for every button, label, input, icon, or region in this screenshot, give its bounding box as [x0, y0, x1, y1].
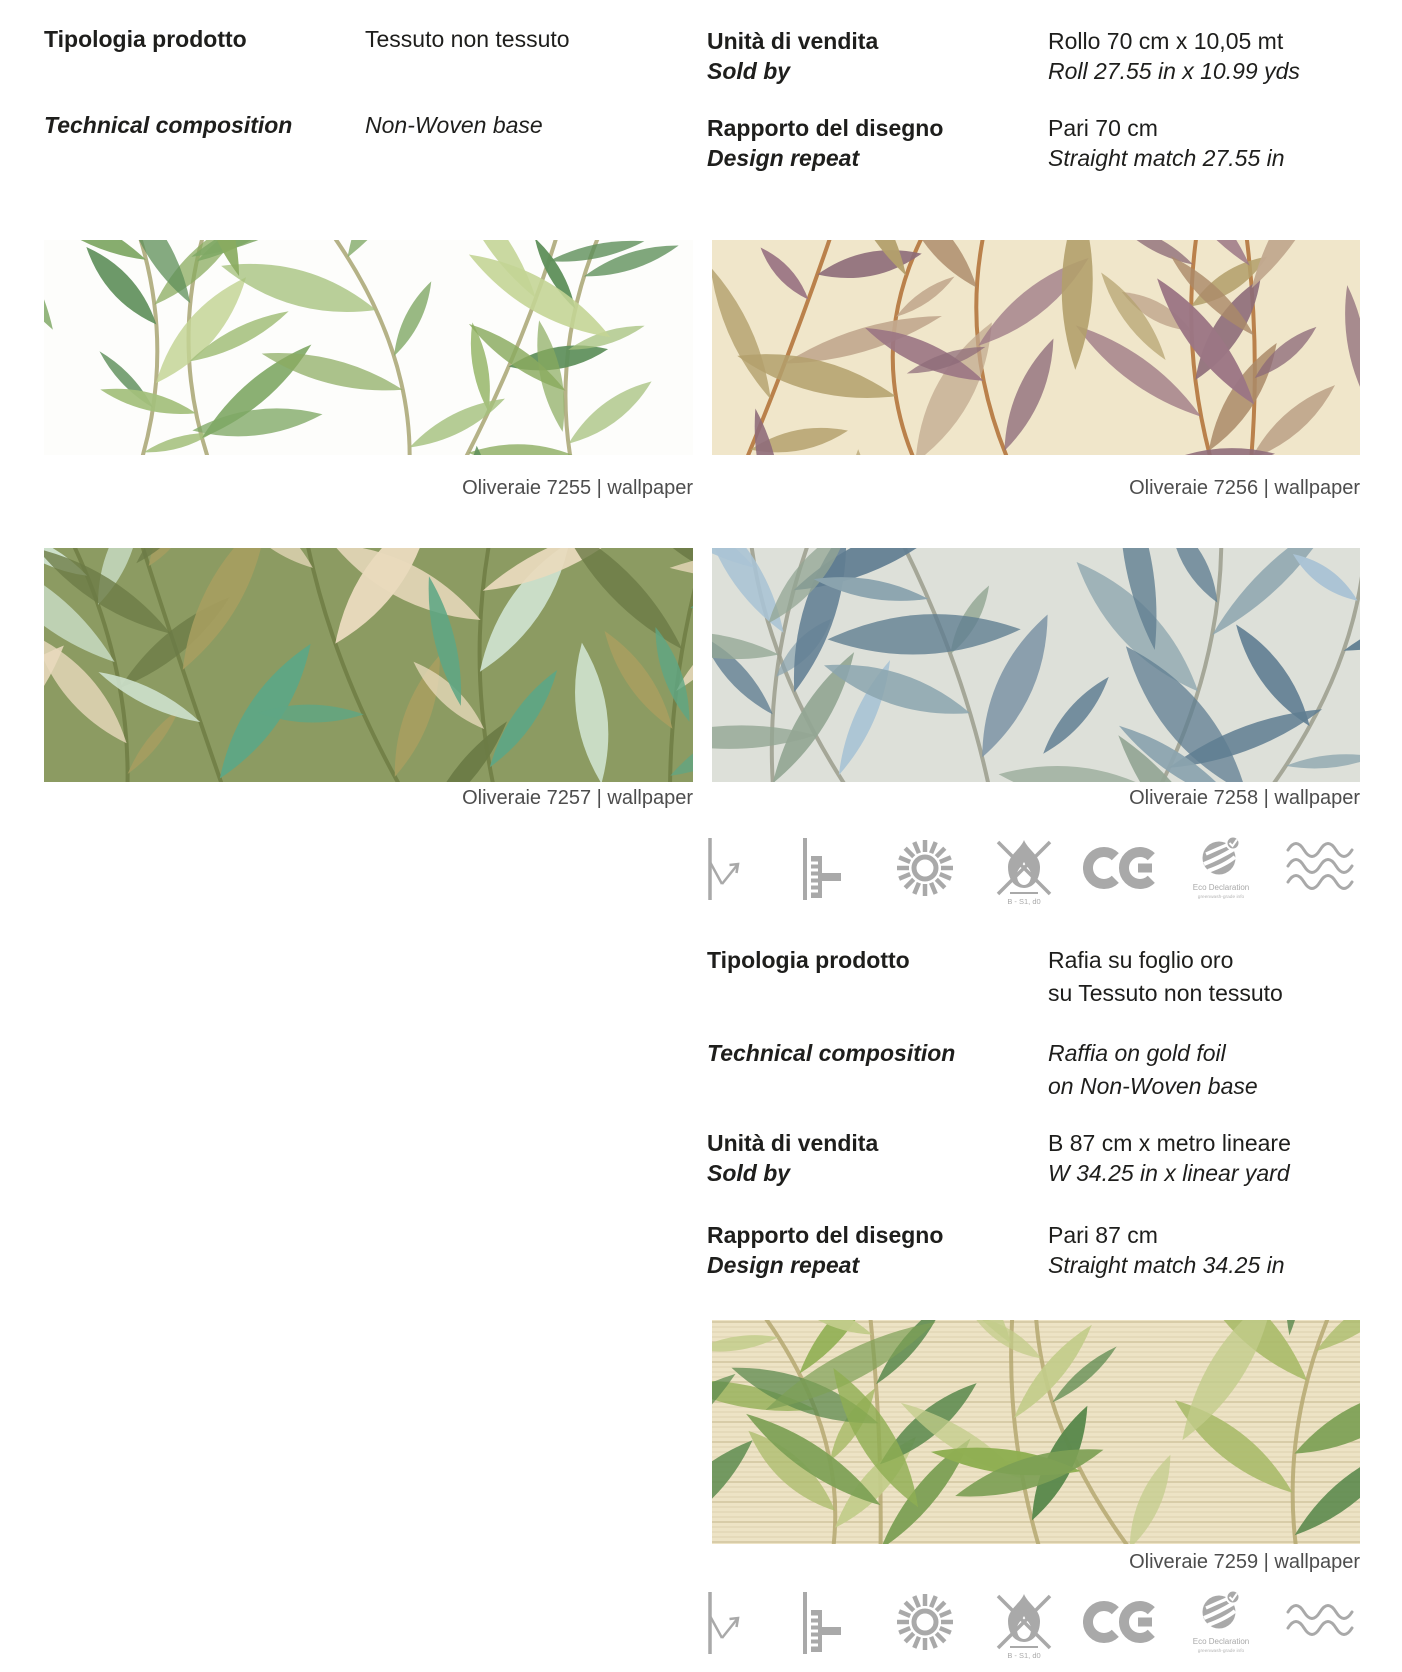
spec-label-rapporto-2: Rapporto del disegno: [707, 1222, 944, 1248]
svg-text:Eco Declaration: Eco Declaration: [1193, 883, 1250, 892]
paste-brush-icon: [787, 1586, 867, 1672]
spec-value-rapporto-it: Pari 70 cm: [1048, 115, 1158, 141]
svg-text:greenwash-grade info: greenwash-grade info: [1198, 1649, 1245, 1654]
fire-rating-icon: [984, 1586, 1064, 1672]
ce-mark-icon: [1083, 1586, 1163, 1672]
waves-2-icon: [1280, 1586, 1360, 1672]
spec-label-unita: Unità di vendita: [707, 28, 879, 54]
strippable-icon: [688, 832, 768, 918]
spec-label-tipologia-2: Tipologia prodotto: [707, 947, 910, 973]
sun-lightfast-icon: [885, 832, 965, 918]
eco-declaration-icon: [1181, 1586, 1261, 1672]
svg-text:greenwash-grade info: greenwash-grade info: [1198, 895, 1245, 900]
waves-3-icon: [1280, 832, 1360, 918]
spec-value-technical-2-line1: Raffia on gold foil: [1048, 1040, 1226, 1066]
spec-label-sold-by-2: Sold by: [707, 1160, 791, 1186]
sun-lightfast-icon: [885, 1586, 965, 1672]
spec-value-unita-2-it: B 87 cm x metro lineare: [1048, 1130, 1291, 1156]
swatch-caption-7259: Oliveraie 7259 | wallpaper: [1129, 1551, 1360, 1573]
care-icon-row-1: [688, 832, 1360, 918]
swatch-oliveraie-7259: [712, 1320, 1360, 1544]
spec-value-sold-by-2: W 34.25 in x linear yard: [1048, 1160, 1290, 1186]
spec-value-unita-it: Rollo 70 cm x 10,05 mt: [1048, 28, 1284, 54]
swatch-oliveraie-7255: [44, 240, 693, 455]
spec-label-tipologia: Tipologia prodotto: [44, 26, 247, 52]
ce-mark-icon: [1083, 832, 1163, 918]
swatch-oliveraie-7258: [712, 548, 1360, 782]
swatch-caption-7256: Oliveraie 7256 | wallpaper: [1129, 477, 1360, 499]
spec-label-design-repeat: Design repeat: [707, 145, 860, 171]
spec-label-technical: Technical composition: [44, 112, 293, 138]
spec-label-design-repeat-2: Design repeat: [707, 1252, 860, 1278]
spec-value-tipologia-2-line2: su Tessuto non tessuto: [1048, 980, 1283, 1006]
spec-value-tipologia-2-line1: Rafia su foglio oro: [1048, 947, 1234, 973]
svg-text:B - S1, d0: B - S1, d0: [1007, 1651, 1041, 1660]
spec-block-bottom-right: [707, 945, 1367, 1305]
spec-block-top-left: [44, 24, 704, 174]
svg-text:Eco Declaration: Eco Declaration: [1193, 1637, 1250, 1646]
swatch-caption-7257: Oliveraie 7257 | wallpaper: [462, 787, 693, 809]
paste-brush-icon: [787, 832, 867, 918]
fire-rating-icon: [984, 832, 1064, 918]
spec-value-technical: Non-Woven base: [365, 112, 543, 138]
swatch-caption-7255: Oliveraie 7255 | wallpaper: [462, 477, 693, 499]
spec-value-technical-2-line2: on Non-Woven base: [1048, 1073, 1258, 1099]
care-icon-row-2: [688, 1586, 1360, 1672]
spec-label-rapporto: Rapporto del disegno: [707, 115, 944, 141]
spec-label-unita-2: Unità di vendita: [707, 1130, 879, 1156]
swatch-caption-7258: Oliveraie 7258 | wallpaper: [1129, 787, 1360, 809]
swatch-oliveraie-7257: [44, 548, 693, 782]
spec-value-sold-by: Roll 27.55 in x 10.99 yds: [1048, 58, 1300, 84]
spec-value-rapporto-2-it: Pari 87 cm: [1048, 1222, 1158, 1248]
spec-value-design-repeat: Straight match 27.55 in: [1048, 145, 1285, 171]
spec-block-top-right: [707, 26, 1367, 206]
spec-label-sold-by: Sold by: [707, 58, 791, 84]
spec-value-tipologia: Tessuto non tessuto: [365, 26, 570, 52]
eco-declaration-icon: [1181, 832, 1261, 918]
spec-label-technical-2: Technical composition: [707, 1040, 956, 1066]
svg-text:B - S1, d0: B - S1, d0: [1007, 897, 1041, 906]
swatch-oliveraie-7256: [712, 240, 1360, 455]
spec-value-design-repeat-2: Straight match 34.25 in: [1048, 1252, 1285, 1278]
strippable-icon: [688, 1586, 768, 1672]
